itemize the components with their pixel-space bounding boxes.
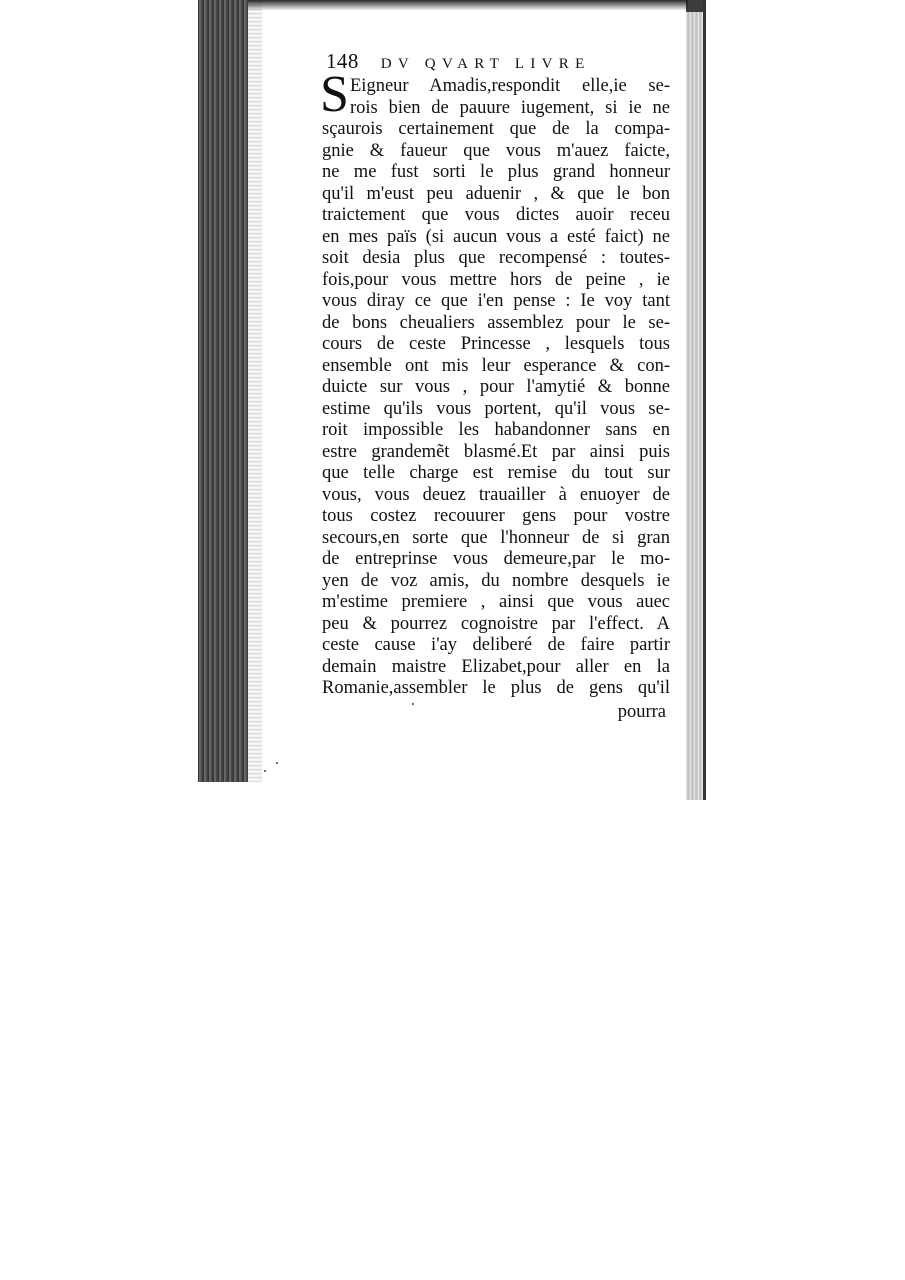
fore-edge: [686, 0, 706, 800]
text-line-content: tous costez recouurer gens pour vostre: [322, 506, 670, 526]
text-line: [322, 270, 670, 292]
text-line-content: ne me fust sorti le plus grand honneur: [322, 162, 670, 182]
text-line: [322, 334, 670, 356]
catchword: pourra: [617, 702, 666, 722]
text-line: [322, 98, 670, 120]
running-title: DV QVART LIVRE: [380, 56, 591, 72]
scan-speck: [276, 762, 278, 764]
text-line: [322, 657, 670, 679]
scan-speck: [412, 703, 414, 705]
text-line: [322, 528, 670, 550]
text-line: [322, 485, 670, 507]
text-line-content: secours,en sorte que l'honneur de si gran: [322, 527, 670, 548]
text-line-content: sçaurois certainement que de la compa-: [322, 119, 670, 139]
text-line: [322, 399, 670, 421]
text-line: [322, 506, 670, 528]
scan-speck: [264, 770, 266, 772]
text-line: [322, 614, 670, 636]
text-line-content: ceste cause i'ay deliberé de faire partir: [322, 635, 670, 655]
text-line-content: gnie & faueur que vous m'auez faicte,: [322, 140, 670, 161]
text-block: [320, 49, 670, 722]
text-line: [322, 141, 670, 163]
text-line-content: cours de ceste Princesse , lesquels tous: [322, 334, 670, 354]
text-line-content: de entreprinse vous demeure,par le mo-: [322, 549, 670, 569]
text-line: [322, 420, 670, 442]
text-line-content: estre grandemẽt blasmé.Et par ainsi puis: [322, 441, 670, 462]
text-line-content: en mes païs (si aucun vous a esté faict) ne: [322, 226, 670, 247]
text-line: [322, 377, 670, 399]
text-line: [322, 291, 670, 313]
text-line-content: Romanie,assembler le plus de gens qu'il: [322, 678, 670, 698]
text-line-content: soit desia plus que recompensé : toutes-: [322, 248, 670, 268]
text-line-content: roit impossible les habandonner sans en: [322, 420, 670, 440]
text-line: [322, 76, 670, 98]
page-number: 148: [326, 49, 359, 73]
page-top-shadow: [248, 0, 688, 10]
text-line: [322, 463, 670, 485]
text-line-content: estime qu'ils vous portent, qu'il vous se-: [322, 398, 670, 419]
text-line-content: duicte sur vous , pour l'amytié & bonne: [322, 377, 670, 397]
text-line: [322, 119, 670, 141]
text-line-content: vous diray ce que i'en pense : Ie voy tant: [322, 291, 670, 311]
text-line-content: Eigneur Amadis,respondit elle,ie se-: [350, 76, 670, 96]
body-text: [320, 66, 670, 700]
text-line: [322, 635, 670, 657]
text-line-content: yen de voz amis, du nombre desquels ie: [322, 570, 670, 591]
text-line-content: peu & pourrez cognoistre par l'effect. A: [322, 613, 670, 634]
text-line-content: fois,pour vous mettre hors de peine , ie: [322, 269, 670, 290]
text-line-content: qu'il m'eust peu aduenir , & que le bon: [322, 183, 670, 204]
text-line-content: traictement que vous dictes auoir receu: [322, 205, 670, 225]
text-line: [322, 162, 670, 184]
text-line-content: que telle charge est remise du tout sur: [322, 463, 670, 483]
text-line-content: vous, vous deuez trauailler à enuoyer de: [322, 484, 670, 505]
text-line: [322, 592, 670, 614]
binding-edge: [198, 0, 248, 782]
text-line-content: m'estime premiere , ainsi que vous auec: [322, 592, 670, 612]
text-line: [322, 549, 670, 571]
drop-cap: S: [320, 66, 349, 123]
text-line: [322, 442, 670, 464]
text-line: [322, 356, 670, 378]
text-line: [322, 227, 670, 249]
text-line: [322, 184, 670, 206]
text-line-content: ensemble ont mis leur esperance & con-: [322, 355, 670, 376]
running-head: [326, 50, 670, 76]
text-line: [322, 678, 670, 700]
text-line: [322, 571, 670, 593]
text-line-content: demain maistre Elizabet,pour aller en la: [322, 656, 670, 677]
text-line: [322, 205, 670, 227]
text-line-content: rois bien de pauure iugement, si ie ne: [350, 97, 670, 118]
text-line-content: de bons cheualiers assemblez pour le se-: [322, 312, 670, 333]
text-line: [322, 313, 670, 335]
text-line: [322, 248, 670, 270]
